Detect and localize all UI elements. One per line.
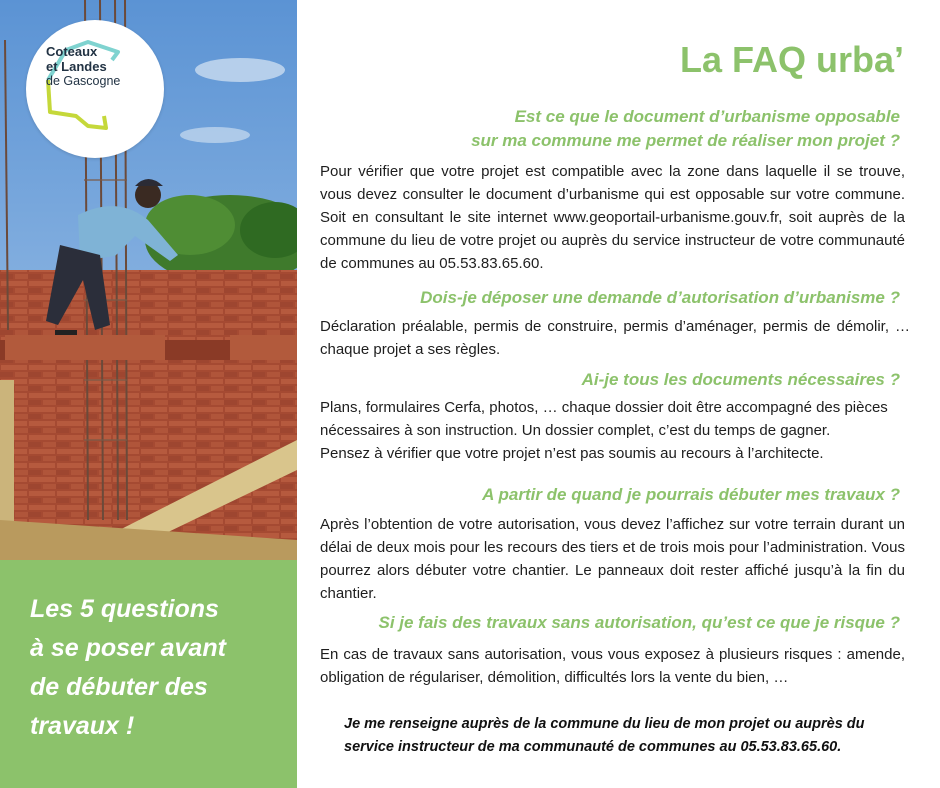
logo-line-1: Coteaux — [46, 44, 98, 59]
faq-answer-3-line-3: Pensez à vérifier que votre projet n’est pas soumis au recours à l’architecte. — [320, 445, 824, 462]
left-column — [0, 0, 297, 788]
faq-answer-2: Déclaration préalable, permis de construire, permis d’aménager, permis de démolir, … chaque projet a ses règles. — [320, 318, 910, 358]
faq-answer-5: En cas de travaux sans autorisation, vous vous exposez à plusieurs risques : amende, obligation de régulariser, démolition, difficultés lors la vente du bien, … — [320, 646, 905, 686]
faq-column — [297, 0, 940, 788]
logo-text — [46, 44, 136, 89]
conclusion-note: Je me renseigne auprès de la commune du lieu de mon projet ou auprès du service instructeur de ma communauté de communes au 05.53.83.65.60. — [344, 716, 865, 755]
faq-answer-3-line-1: Plans, formulaires Cerfa, photos, … chaque dossier doit être accompagné des pièces — [320, 399, 888, 416]
logo-outline-icon — [26, 20, 164, 158]
tagline-panel — [0, 560, 297, 788]
faq-question-4: A partir de quand je pourrais débuter mes travaux ? — [482, 485, 900, 504]
faq-answer-1: Pour vérifier que votre projet est compatible avec la zone dans laquelle il se trouve, vous devez consulter le document d’urbanisme qui est opposable sur votre commune. Soit en consultant le site internet www.geoportail-urbanisme.gouv.fr, soit auprès de la commune du lieu de votre projet ou auprès du service instructeur de votre communauté de communes au 05.53.83.65.60. — [320, 163, 905, 272]
tagline: Les 5 questions à se poser avant de débuter des travaux ! — [30, 595, 226, 740]
faq-answer-3-line-2: nécessaires à son instruction. Un dossier complet, c’est du temps de gagner. — [320, 422, 831, 439]
logo-line-3: de Gascogne — [46, 74, 121, 88]
page-title: La FAQ urba’ — [679, 39, 904, 80]
faq-question-5: Si je fais des travaux sans autorisation, qu’est ce que je risque ? — [378, 613, 900, 632]
construction-photo — [0, 0, 297, 560]
logo[interactable] — [26, 20, 164, 158]
faq-question-1: Est ce que le document d’urbanisme opposable sur ma commune me permet de réaliser mon projet ? — [471, 107, 900, 150]
faq-answer-4: Après l’obtention de votre autorisation, vous devez l’affichez sur votre terrain durant un délai de deux mois pour les recours des tiers et de trois mois pour l’administration. Vous pourrez alors débuter votre chantier. Le panneaux doit rester affiché jusqu’à la fin du chantier. — [320, 516, 905, 602]
logo-line-2: et Landes — [46, 59, 107, 74]
faq-answer-3 — [320, 396, 905, 465]
faq-question-3: Ai-je tous les documents nécessaires ? — [581, 370, 900, 389]
faq-question-2: Dois-je déposer une demande d’autorisation d’urbanisme ? — [420, 288, 900, 307]
